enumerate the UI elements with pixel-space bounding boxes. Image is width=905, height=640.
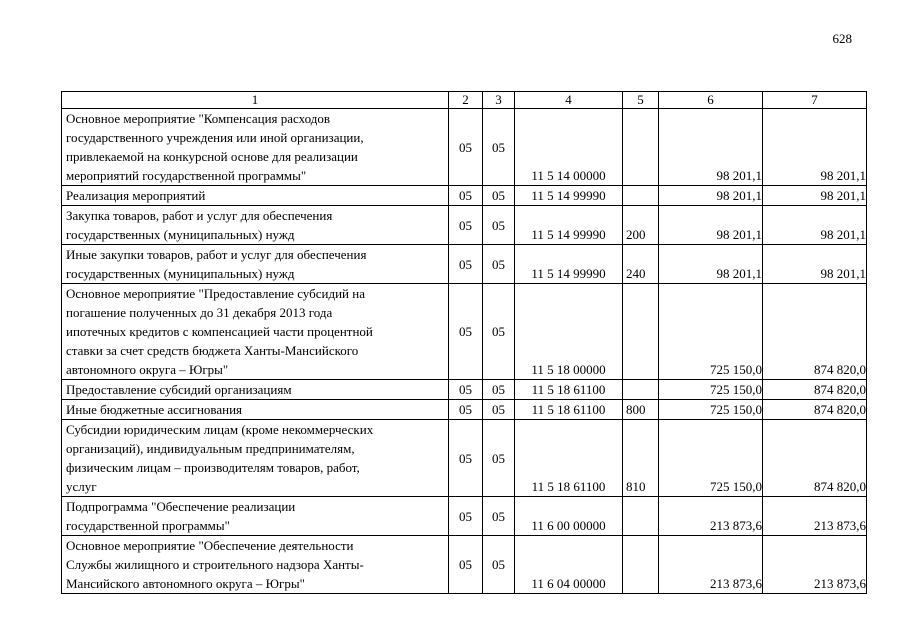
expense-type-cell — [623, 284, 659, 380]
amount-col6-cell: 725 150,0 — [659, 284, 763, 380]
amount-col6-cell: 98 201,1 — [659, 186, 763, 206]
table-row — [62, 109, 867, 186]
amount-col7-cell: 98 201,1 — [763, 245, 867, 284]
amount-col6-cell: 725 150,0 — [659, 400, 763, 420]
row-name-line: привлекаемой на конкурсной основе для реализации — [66, 149, 358, 164]
amount-col7-cell: 874 820,0 — [763, 284, 867, 380]
row-name-line: государственных (муниципальных) нужд — [66, 227, 295, 242]
amount-col6-cell: 213 873,6 — [659, 497, 763, 536]
amount-col6-cell: 98 201,1 — [659, 206, 763, 245]
row-name-cell — [62, 109, 449, 186]
section-code-cell: 05 — [449, 245, 483, 284]
row-name-cell — [62, 380, 449, 400]
table-row — [62, 245, 867, 284]
subsection-code-cell: 05 — [483, 497, 515, 536]
subsection-code-cell: 05 — [483, 186, 515, 206]
expense-type-cell: 800 — [623, 400, 659, 420]
amount-col7-cell: 874 820,0 — [763, 380, 867, 400]
target-article-cell: 11 5 14 99990 — [515, 245, 623, 284]
amount-col6-cell: 213 873,6 — [659, 536, 763, 594]
target-article-cell: 11 5 18 00000 — [515, 284, 623, 380]
expense-type-cell — [623, 109, 659, 186]
expense-type-cell: 200 — [623, 206, 659, 245]
table-row — [62, 420, 867, 497]
target-article-cell: 11 5 18 61100 — [515, 400, 623, 420]
row-name-line: Основное мероприятие "Компенсация расходов — [66, 111, 331, 126]
amount-col7-cell: 98 201,1 — [763, 186, 867, 206]
subsection-code-cell: 05 — [483, 245, 515, 284]
target-article-cell: 11 5 18 61100 — [515, 420, 623, 497]
table-header-row — [62, 92, 867, 109]
row-name-cell — [62, 400, 449, 420]
target-article-cell: 11 6 00 00000 — [515, 497, 623, 536]
row-name-line: государственного учреждения или иной организации, — [66, 130, 364, 145]
amount-col7-cell: 98 201,1 — [763, 109, 867, 186]
row-name-line: организаций), индивидуальным предпринимателям, — [66, 441, 355, 456]
section-code-cell: 05 — [449, 536, 483, 594]
row-name-cell — [62, 536, 449, 594]
row-name-cell — [62, 206, 449, 245]
section-code-cell: 05 — [449, 497, 483, 536]
amount-col7-cell: 98 201,1 — [763, 206, 867, 245]
section-code-cell: 05 — [449, 400, 483, 420]
row-name-line: автономного округа – Югры" — [66, 362, 229, 377]
section-code-cell: 05 — [449, 380, 483, 400]
subsection-code-cell: 05 — [483, 400, 515, 420]
amount-col6-cell: 725 150,0 — [659, 420, 763, 497]
table-row — [62, 206, 867, 245]
row-name-line: Иные бюджетные ассигнования — [66, 402, 243, 417]
table-row — [62, 400, 867, 420]
expense-type-cell — [623, 380, 659, 400]
section-code-cell: 05 — [449, 186, 483, 206]
row-name-line: мероприятий государственной программы" — [66, 168, 307, 183]
budget-table — [61, 91, 867, 594]
table-row — [62, 536, 867, 594]
amount-col7-cell: 874 820,0 — [763, 400, 867, 420]
section-code-cell: 05 — [449, 284, 483, 380]
row-name-line: ипотечных кредитов с компенсацией части процентной — [66, 324, 373, 339]
section-code-cell: 05 — [449, 206, 483, 245]
amount-col7-cell: 874 820,0 — [763, 420, 867, 497]
amount-col7-cell: 213 873,6 — [763, 497, 867, 536]
subsection-code-cell: 05 — [483, 284, 515, 380]
target-article-cell: 11 6 04 00000 — [515, 536, 623, 594]
amount-col7-cell: 213 873,6 — [763, 536, 867, 594]
row-name-cell — [62, 284, 449, 380]
subsection-code-cell: 05 — [483, 206, 515, 245]
table-row — [62, 380, 867, 400]
row-name-line: услуг — [66, 479, 97, 494]
row-name-line: Закупка товаров, работ и услуг для обеспечения — [66, 208, 333, 223]
table-row — [62, 284, 867, 380]
section-code-cell: 05 — [449, 109, 483, 186]
expense-type-cell — [623, 497, 659, 536]
row-name-line: Основное мероприятие "Предоставление субсидий на — [66, 286, 365, 301]
subsection-code-cell: 05 — [483, 380, 515, 400]
section-code-cell: 05 — [449, 420, 483, 497]
table-row — [62, 497, 867, 536]
amount-col6-cell: 725 150,0 — [659, 380, 763, 400]
subsection-code-cell: 05 — [483, 109, 515, 186]
row-name-cell — [62, 497, 449, 536]
row-name-line: государственной программы" — [66, 518, 230, 533]
expense-type-cell: 240 — [623, 245, 659, 284]
target-article-cell: 11 5 14 99990 — [515, 186, 623, 206]
row-name-line: Подпрограмма "Обеспечение реализации — [66, 499, 296, 514]
subsection-code-cell: 05 — [483, 536, 515, 594]
row-name-line: Реализация мероприятий — [66, 188, 206, 203]
target-article-cell: 11 5 14 00000 — [515, 109, 623, 186]
row-name-line: физическим лицам – производителям товаров, работ, — [66, 460, 360, 475]
row-name-line: Основное мероприятие "Обеспечение деятельности — [66, 538, 354, 553]
table-row — [62, 186, 867, 206]
amount-col6-cell: 98 201,1 — [659, 245, 763, 284]
row-name-cell — [62, 186, 449, 206]
header-cell-6: 6 — [659, 92, 763, 109]
row-name-line: ставки за счет средств бюджета Ханты-Мансийского — [66, 343, 359, 358]
expense-type-cell: 810 — [623, 420, 659, 497]
row-name-cell — [62, 245, 449, 284]
header-cell-7: 7 — [763, 92, 867, 109]
row-name-line: Мансийского автономного округа – Югры" — [66, 576, 305, 591]
row-name-line: погашение полученных до 31 декабря 2013 года — [66, 305, 333, 320]
row-name-cell — [62, 420, 449, 497]
page-number: 628 — [832, 31, 852, 46]
header-cell-1: 1 — [62, 92, 449, 109]
target-article-cell: 11 5 18 61100 — [515, 380, 623, 400]
row-name-line: Иные закупки товаров, работ и услуг для обеспечения — [66, 247, 367, 262]
row-name-line: Предоставление субсидий организациям — [66, 382, 292, 397]
header-cell-5: 5 — [623, 92, 659, 109]
expense-type-cell — [623, 536, 659, 594]
header-cell-4: 4 — [515, 92, 623, 109]
amount-col6-cell: 98 201,1 — [659, 109, 763, 186]
subsection-code-cell: 05 — [483, 420, 515, 497]
row-name-line: государственных (муниципальных) нужд — [66, 266, 295, 281]
header-cell-3: 3 — [483, 92, 515, 109]
row-name-line: Службы жилищного и строительного надзора Ханты- — [66, 557, 364, 572]
expense-type-cell — [623, 186, 659, 206]
row-name-line: Субсидии юридическим лицам (кроме некоммерческих — [66, 422, 374, 437]
target-article-cell: 11 5 14 99990 — [515, 206, 623, 245]
header-cell-2: 2 — [449, 92, 483, 109]
